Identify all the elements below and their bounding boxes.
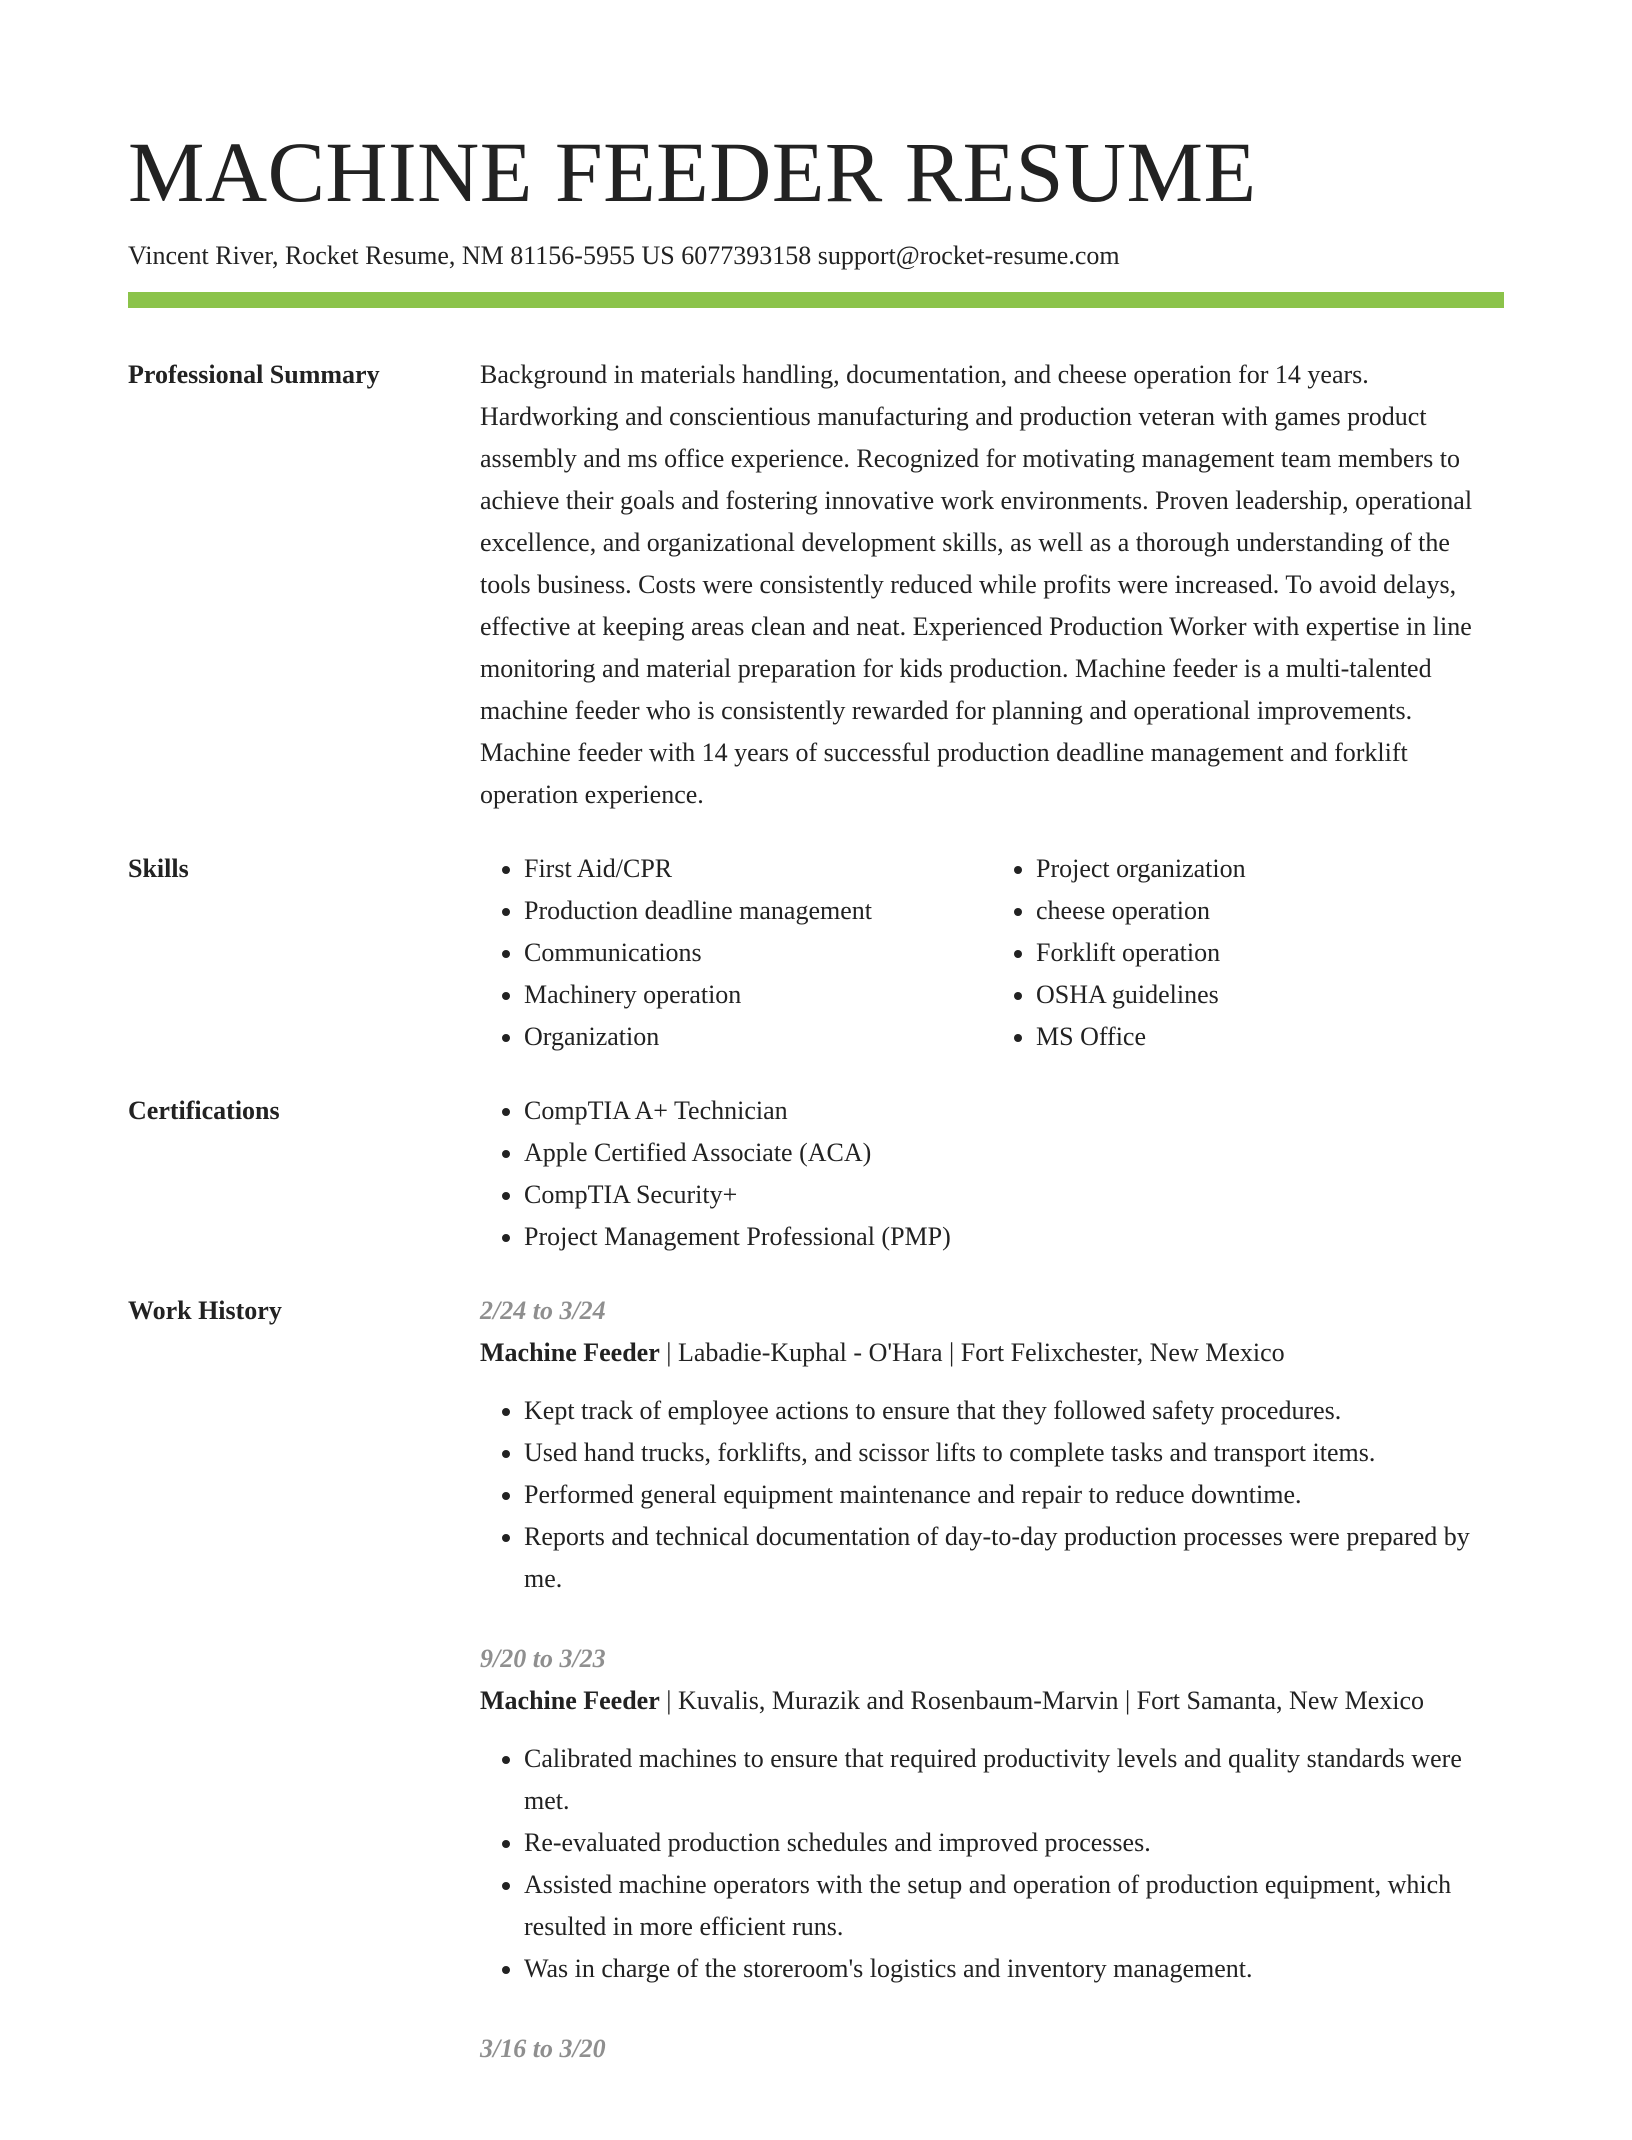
job-bullet: • Was in charge of the storeroom's logistics and inventory management. [524, 1948, 1504, 1990]
contact-phone: 6077393158 [681, 241, 812, 270]
skill-item: • Communications [524, 932, 992, 974]
job-dates: 3/16 to 3/20 [480, 2034, 606, 2063]
skill-item: • Production deadline management [524, 890, 992, 932]
certification-item: • CompTIA A+ Technician [524, 1090, 1504, 1132]
skill-item: • Forklift operation [1036, 932, 1504, 974]
job-company: Labadie-Kuphal - O'Hara [677, 1338, 943, 1367]
skills-list-right [992, 848, 1504, 1058]
job-bullet: • Assisted machine operators with the setup and operation of production equipment, which resulted in more efficient runs. [524, 1864, 1504, 1948]
certification-item: • Project Management Professional (PMP) [524, 1216, 1504, 1258]
contact-address: Vincent River, Rocket Resume, NM 81156-5955 US [128, 241, 675, 270]
skill-item: • OSHA guidelines [1036, 974, 1504, 1016]
job-separator: | [659, 1686, 678, 1715]
certifications-section [128, 1090, 1504, 1258]
skills-section [128, 848, 1504, 1058]
skill-item: • First Aid/CPR [524, 848, 992, 890]
section-title-summary: Professional Summary [128, 360, 380, 389]
job-bullet: • Reports and technical documentation of day-to-day production processes were prepared by me. [524, 1516, 1504, 1600]
job-title: Machine Feeder [480, 1338, 660, 1367]
summary-section [128, 354, 1504, 816]
skills-list-left [480, 848, 992, 1058]
resume-page [128, 118, 1504, 2140]
certification-item: • Apple Certified Associate (ACA) [524, 1132, 1504, 1174]
skill-item: • Project organization [1036, 848, 1504, 890]
job-dates: 2/24 to 3/24 [480, 1296, 606, 1325]
section-title-skills: Skills [128, 854, 189, 883]
section-title-work: Work History [128, 1296, 282, 1325]
skill-item: • Machinery operation [524, 974, 992, 1016]
job-heading [480, 1680, 1504, 1722]
job-dates: 9/20 to 3/23 [480, 1644, 606, 1673]
job-separator: | [659, 1338, 678, 1367]
job-separator: | [942, 1338, 961, 1367]
skill-item: • cheese operation [1036, 890, 1504, 932]
job-bullet: • Performed general equipment maintenance and repair to reduce downtime. [524, 1474, 1504, 1516]
summary-text: Background in materials handling, documentation, and cheese operation for 14 years. Hardworking and conscientious manufacturing and production veteran with games product assembly and ms office experience. Recognized for motivating management team members to achieve their goals and fostering innovative work environments. Proven leadership, operational excellence, and organizational development skills, as well as a thorough understanding of the tools business. Costs were consistently reduced while profits were increased. To avoid delays, effective at keeping areas clean and neat. Experienced Production Worker with expertise in line monitoring and material preparation for kids production. Machine feeder is a multi-talented machine feeder who is consistently rewarded for planning and operational improvements. Machine feeder with 14 years of successful production deadline management and forklift operation experience. [480, 360, 1473, 809]
job-entry [480, 1290, 1504, 1600]
job-heading [480, 1332, 1504, 1374]
job-location: Fort Samanta, New Mexico [1136, 1686, 1425, 1715]
job-company: Kuvalis, Murazik and Rosenbaum-Marvin [677, 1686, 1119, 1715]
header-divider [128, 292, 1504, 308]
job-bullet: • Calibrated machines to ensure that required productivity levels and quality standards were met. [524, 1738, 1504, 1822]
job-bullet: • Used hand trucks, forklifts, and scissor lifts to complete tasks and transport items. [524, 1432, 1504, 1474]
job-location: Fort Felixchester, New Mexico [960, 1338, 1285, 1367]
job-bullets [480, 1390, 1504, 1600]
job-bullets [480, 1738, 1504, 1990]
work-history-section [128, 1290, 1504, 2108]
certification-item: • CompTIA Security+ [524, 1174, 1504, 1216]
job-title: Machine Feeder [480, 1686, 660, 1715]
job-bullet: • Re-evaluated production schedules and improved processes. [524, 1822, 1504, 1864]
job-entry [480, 2028, 1504, 2070]
resume-title: MACHINE FEEDER RESUME [128, 124, 1257, 220]
job-separator: | [1118, 1686, 1137, 1715]
certifications-list [480, 1090, 1504, 1258]
skill-item: • MS Office [1036, 1016, 1504, 1058]
contact-email: support@rocket-resume.com [817, 241, 1120, 270]
section-title-certifications: Certifications [128, 1096, 280, 1125]
skill-item: • Organization [524, 1016, 992, 1058]
job-bullet: • Kept track of employee actions to ensure that they followed safety procedures. [524, 1390, 1504, 1432]
contact-line [128, 236, 1504, 276]
job-entry [480, 1638, 1504, 1990]
